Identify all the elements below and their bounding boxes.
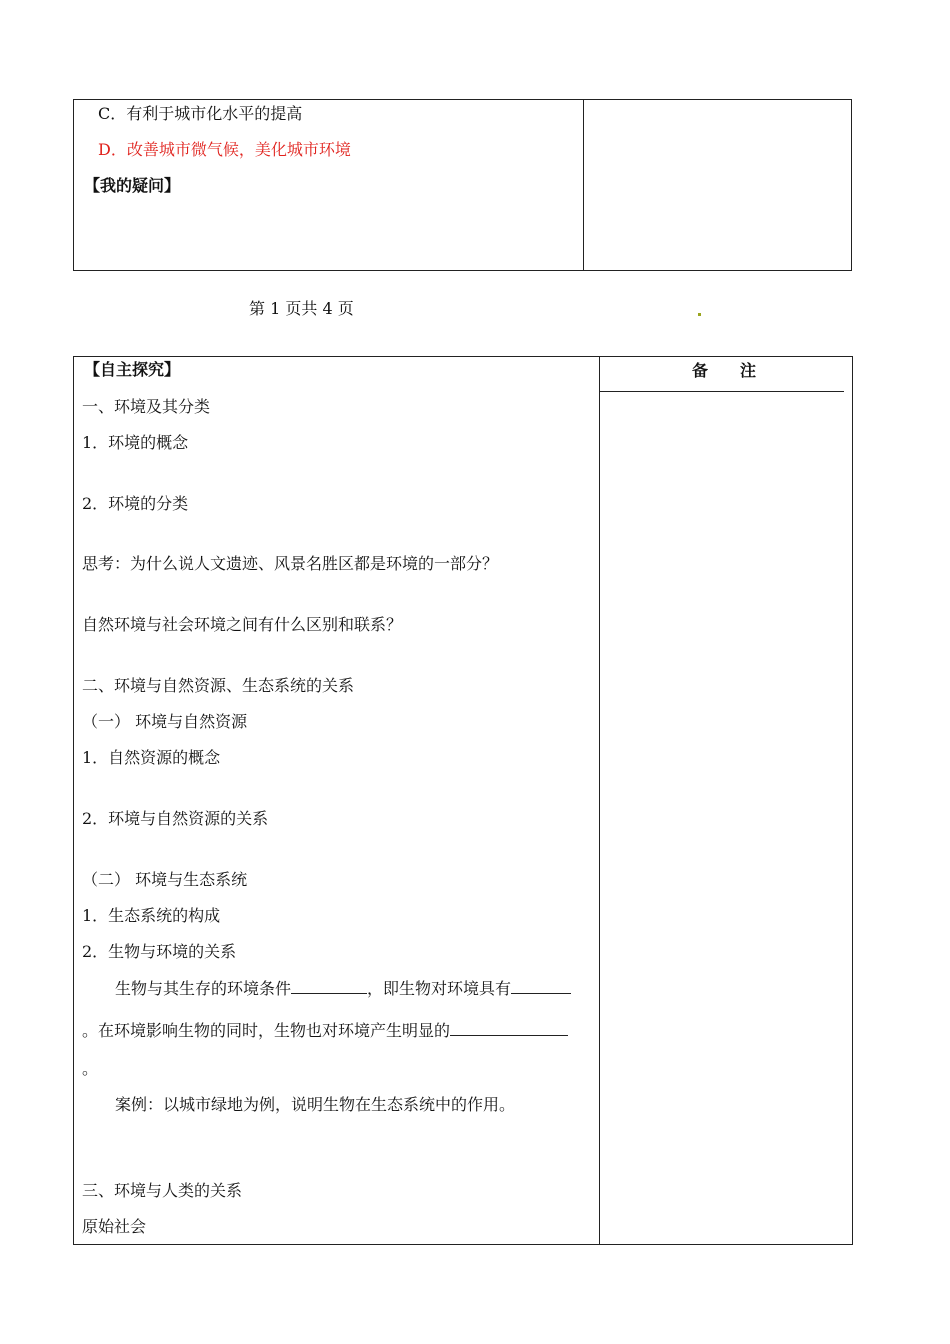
fill-line-1-text-b: ，即生物对环境具有: [367, 979, 512, 998]
fill-line-1: [115, 977, 571, 999]
section-3-item-1: 原始社会: [82, 1217, 147, 1236]
self-study-heading: 【自主探究】: [84, 360, 181, 379]
fill-line-3: 。: [82, 1059, 99, 1078]
blank-1[interactable]: [291, 977, 367, 994]
section-2-sub-2: （二） 环境与生态系统: [82, 870, 248, 889]
section-2-sub-1-item-1: 1．自然资源的概念: [82, 748, 221, 767]
main-table-divider: [599, 356, 600, 1245]
section-2-sub-1: （一） 环境与自然资源: [82, 712, 248, 731]
think-question-2: 自然环境与社会环境之间有什么区别和联系？: [82, 615, 403, 634]
think-question-1: 思考：为什么说人文遗迹、风景名胜区都是环境的一部分？: [82, 554, 499, 573]
my-question-heading: 【我的疑问】: [84, 176, 181, 195]
page-number: 第 1 页共 4 页: [249, 299, 354, 318]
section-3-title: 三、环境与人类的关系: [82, 1181, 243, 1200]
fill-line-2-text-a: 。在环境影响生物的同时，生物也对环境产生明显的: [82, 1021, 451, 1040]
stray-dot: [698, 313, 701, 316]
section-2-sub-2-item-1: 1．生态系统的构成: [82, 906, 221, 925]
notes-heading: 备 注: [692, 361, 757, 380]
blank-3[interactable]: [450, 1019, 568, 1036]
section-1-item-2: 2．环境的分类: [82, 494, 189, 513]
notes-header-underline: [599, 391, 844, 392]
fill-line-1-text-a: 生物与其生存的环境条件: [115, 979, 292, 998]
section-2-sub-2-item-2: 2．生物与环境的关系: [82, 942, 237, 961]
section-1-item-1: 1．环境的概念: [82, 433, 189, 452]
top-table-divider: [583, 99, 584, 271]
blank-2[interactable]: [511, 977, 571, 994]
section-2-sub-1-item-2: 2．环境与自然资源的关系: [82, 809, 269, 828]
option-c: C．有利于城市化水平的提高: [98, 104, 303, 123]
section-2-title: 二、环境与自然资源、生态系统的关系: [82, 676, 355, 695]
fill-line-2: [82, 1019, 568, 1041]
case-text: 案例：以城市绿地为例，说明生物在生态系统中的作用。: [115, 1095, 516, 1114]
section-1-title: 一、环境及其分类: [82, 397, 211, 416]
top-table: [73, 99, 852, 271]
option-d: D．改善城市微气候，美化城市环境: [98, 140, 351, 159]
